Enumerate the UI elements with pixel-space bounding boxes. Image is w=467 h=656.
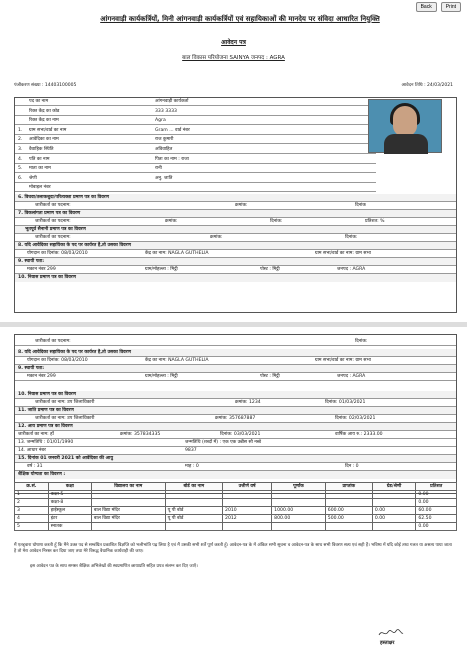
photo-face (393, 106, 417, 136)
education-cell: 1 (15, 491, 49, 499)
personal-row (15, 127, 376, 135)
education-column-header: कक्षा (48, 483, 91, 491)
section-10-issuer: जारीकर्ता का नाम: उप जिलाधिकारी (35, 400, 95, 405)
section-6-serial: क्रमांक: (235, 203, 248, 208)
education-cell (91, 499, 165, 507)
section-6-date: दिनांक (355, 203, 366, 208)
education-column-header: ग्रेड/श्रेणी (372, 483, 416, 491)
education-cell (91, 491, 165, 499)
date-of-birth: 13. जन्मतिथि : 01/01/1990 (18, 440, 74, 445)
education-cell: 5 (15, 523, 49, 531)
education-cell (272, 499, 326, 507)
section-6-row (15, 202, 456, 210)
section-9-post: पोस्ट : मिट्ठी (260, 267, 280, 272)
section-7-header (15, 210, 456, 218)
applicant-photo (368, 99, 442, 153)
education-cell (91, 523, 165, 531)
education-cell (325, 491, 372, 499)
education-column-header: प्रतिशत (416, 483, 457, 491)
education-column-header: क्र.सं. (15, 483, 49, 491)
section-7-percent: प्रतिशत: % (365, 219, 385, 224)
aadhaar-label: 14. आधार नंबर (18, 448, 46, 453)
personal-row-number: 1. (18, 127, 23, 133)
section-9-district: जनपद : AGRA (337, 267, 366, 272)
section-7-serial: क्रमांक: (165, 219, 178, 224)
education-cell (223, 523, 272, 531)
ex-service-title: भूतपूर्व सैनानी प्रमाण पत्र का विवरण (25, 227, 86, 232)
section-12-row (15, 431, 456, 439)
dob-row (15, 439, 456, 447)
personal-row-value: Agra (155, 118, 166, 124)
attachment-note: इस आवेदन पत्र के साथ समस्त शैक्षिक अभिलेखों की स्वप्रमाणित छायाप्रति सहित प्रपत्र संलग्न कर दिए जाएँ। (30, 564, 198, 569)
personal-row-value: Gram ... वार्ड नंबर (155, 127, 190, 133)
lower-section-9-house: मकान नंबर 299 (27, 374, 56, 379)
date-of-birth-words: जन्मतिथि (शब्दों में) : एक एक उन्नीस सौ नब्बे (185, 440, 262, 445)
section-10-cut-header (15, 274, 456, 282)
education-header (15, 471, 456, 479)
education-cell: 2012 (223, 515, 272, 523)
personal-row-number: 6. (18, 175, 23, 181)
age-years: वर्ष : 31 (27, 464, 43, 469)
print-button[interactable]: Print (441, 2, 461, 12)
education-cell (372, 523, 416, 531)
section-10-row (15, 399, 456, 407)
section-9-row (15, 266, 456, 274)
lower-section-9-row (15, 373, 456, 381)
education-cell: 0.00 (416, 523, 457, 531)
personal-row-value: पिता का नाम : राजा (155, 156, 189, 162)
education-column-header: प्राप्तांक (325, 483, 372, 491)
education-cell: स्नातक (48, 523, 91, 531)
education-cell: 60.00 (416, 507, 457, 515)
education-cell: इंटर (48, 515, 91, 523)
section-6-title: 6. विधवा/तलाकशुदा/परित्यक्ता प्रमाण पत्र का विवरण (18, 195, 109, 200)
section-10-title: 10. निवास प्रमाण पत्र का विवरण (18, 392, 76, 397)
education-cell: 2 (15, 499, 49, 507)
signature-label: हस्ताक्षर (380, 640, 395, 646)
education-title: शैक्षिक योग्यता का विवरण : (18, 472, 66, 477)
continued-details-table (14, 334, 457, 494)
lower-section-9-post: पोस्ट : मिट्ठी (260, 374, 280, 379)
section-8-title: 8. यदि आवेदिका सहायिका के पद पर कार्यरत है,तो उसका विवरण (18, 243, 131, 248)
education-cell (223, 491, 272, 499)
section-7-row (15, 218, 456, 226)
personal-row-number: 3. (18, 147, 23, 152)
lower-section-9-title: 9. स्थायी पता: (18, 366, 45, 371)
personal-row (15, 156, 376, 164)
section-10-cut-title: 10. निवास प्रमाण पत्र का विवरण (18, 275, 76, 280)
education-cell: 0.00 (372, 515, 416, 523)
back-button[interactable]: Back (416, 2, 437, 12)
personal-row-value: 333 3333 (155, 108, 177, 114)
section-8-row (15, 250, 456, 258)
ex-service-serial: क्रमांक: (210, 235, 223, 240)
personal-row-label: पद का नाम (29, 99, 49, 104)
education-column-header: बोर्ड का नाम (165, 483, 222, 491)
personal-row (15, 175, 376, 183)
section-8-header (15, 242, 456, 250)
personal-row-label: माता का नाम (29, 166, 51, 172)
education-row (15, 515, 457, 523)
section-8-village: ग्राम सभा/वार्ड का नाम: ग्राम सभा (315, 251, 371, 256)
ex-service-header (15, 226, 456, 234)
form-title: आंगनवाड़ी कार्यकर्त्रियों, मिनी आंगनवाड़ी कार्यकर्त्रियों एवं सहायिकाओं की मानदेय पर संविदा आधारित नियुक्ति (100, 15, 380, 23)
education-cell: 62.50 (416, 515, 457, 523)
lower-section-9-header (15, 365, 456, 373)
section-11-header (15, 407, 456, 415)
education-cell: हाईस्कूल (48, 507, 91, 515)
personal-row-label: रिक्त केंद्र का कोड (29, 108, 60, 114)
education-cell: 0.00 (416, 491, 457, 499)
section-12-title: 12. आय प्रमाण पत्र का विवरण (18, 424, 73, 429)
personal-row-number: 4. (18, 156, 23, 162)
section-12-issuer: जारीकर्ता का नाम: हाँ (18, 432, 54, 437)
section-8-join-date: योगदान का दिनांक: 08/03/2010 (27, 251, 88, 256)
ex-service-date: दिनांक: (345, 235, 358, 240)
education-cell: 3 (15, 507, 49, 515)
personal-row (15, 136, 376, 144)
education-table (14, 482, 457, 531)
personal-row-label: मोबाइल नंबर (29, 185, 51, 191)
personal-row-value: राज कुमारी (155, 137, 174, 143)
personal-row-value: अनु. जाति (155, 175, 173, 181)
personal-row-value: रानी (155, 166, 162, 172)
lower-section-8-header (15, 349, 456, 357)
personal-row (15, 146, 376, 154)
education-cell: 0.00 (416, 499, 457, 507)
education-cell: 0.00 (372, 507, 416, 515)
ex-service-row (15, 234, 456, 242)
declaration-text: मैं एतद्द्वारा घोषणा करती हूँ कि मैंने उक्त पद से सम्बंधित प्रकाशित विज्ञप्ति को भलीभांति पढ़ लिया है एवं मैं उसकी सभी शर्तें पूर्ण करती हूँ। आवेदन-पत्र के में अंकित सभी सूचना व आवेदन-पत्र के साथ सभी विवरण सत्य एवं सही हैं। भविष्य में यदि कोई तथ्य गलत या असत्य पाया जाता है तो मेरा आवेदन निरस्त कर दिया जाए तथा मेरे विरुद्ध वैधानिक कार्यवाही की जाए। (14, 543, 452, 554)
education-cell: 2010 (223, 507, 272, 515)
education-cell: कक्षा-5 (48, 491, 91, 499)
section-9-title: 9. स्थायी पता: (18, 259, 45, 264)
section-7-issuer: जारीकर्ता का पदनाम: (35, 219, 71, 224)
education-column-header: पूर्णांक (272, 483, 326, 491)
lower-issuer: जारीकर्ता का पदनाम: (35, 339, 71, 344)
section-11-title: 11. जाति प्रमाण पत्र का विवरण (18, 408, 74, 413)
application-date: आवेदन तिथि : 24/03/2021 (401, 83, 453, 88)
personal-row-value: अविवाहित (155, 147, 173, 152)
education-cell: 600.00 (325, 507, 372, 515)
form-subtitle: आवेदन पत्र (221, 39, 246, 46)
education-row (15, 507, 457, 515)
age-title: 15. दिनांक 01 जनवरी 2021 को आवेदिका की आयु (18, 456, 113, 461)
personal-row-label: श्रेणी (29, 175, 37, 181)
education-cell (165, 499, 222, 507)
personal-row-label: आवेदिका का नाम (29, 137, 59, 143)
personal-row (15, 108, 376, 116)
lower-section-8-village: ग्राम सभा/वार्ड का नाम: ग्राम सभा (315, 358, 371, 363)
education-cell: 500.00 (325, 515, 372, 523)
lower-section-8-centre: केंद्र का नाम: NAGLA GUTHELIA (145, 358, 209, 363)
personal-row-label: रिक्त केंद्र का नाम (29, 118, 59, 124)
education-cell: 4 (15, 515, 49, 523)
education-cell (165, 523, 222, 531)
education-row (15, 523, 457, 531)
section-6-issuer: जारीकर्ता का पदनाम: (35, 203, 71, 208)
personal-row-number: 2. (18, 137, 23, 143)
education-cell: यू पी बोर्ड (165, 507, 222, 515)
section-9-mohalla: ग्राम/मोहल्ला : मिट्ठी (145, 267, 178, 272)
signature-scribble (378, 628, 404, 638)
lower-section-9-mohalla: ग्राम/मोहल्ला : मिट्ठी (145, 374, 178, 379)
education-cell: यू पी बोर्ड (165, 515, 222, 523)
lower-date: दिनांक: (355, 339, 368, 344)
section-10-date: दिनांक: 01/03/2021 (325, 400, 366, 405)
section-7-title: 7. विकलांगता प्रमाण पत्र का विवरण (18, 211, 81, 216)
education-column-header: उत्तीर्ण वर्ष (223, 483, 272, 491)
education-cell (165, 491, 222, 499)
personal-row (15, 184, 376, 192)
age-row (15, 463, 456, 471)
aadhaar-number: 9837 (185, 448, 197, 453)
section-11-issuer: जारीकर्ता का नाम: उप जिलाधिकारी (35, 416, 95, 421)
lower-section-8-title: 8. यदि आवेदिका सहायिका के पद पर कार्यरत है,तो उसका विवरण (18, 350, 131, 355)
lower-section-8-row (15, 357, 456, 365)
section-10-serial: क्रमांक: 1234 (235, 400, 261, 405)
education-column-header: विद्यालय का नाम (91, 483, 165, 491)
personal-row-label: पति का नाम (29, 156, 50, 162)
education-cell: कक्षा-8 (48, 499, 91, 507)
personal-row-label: वैवाहिक स्थिति (29, 147, 54, 152)
section-10-header (15, 391, 456, 399)
education-cell (272, 523, 326, 531)
education-cell: बाल विद्या मंदिर (91, 507, 165, 515)
education-row (15, 491, 457, 499)
aadhaar-row (15, 447, 456, 455)
section-9-house: मकान नंबर 299 (27, 267, 56, 272)
section-11-date: दिनांक: 02/03/2021 (335, 416, 376, 421)
lower-section-9-district: जनपद : AGRA (337, 374, 366, 379)
section-9-header (15, 258, 456, 266)
section-7-date: दिनांक: (270, 219, 283, 224)
personal-row-label: ग्राम सभा/वार्ड का नाम (29, 127, 67, 133)
personal-row (15, 117, 376, 125)
section-12-header (15, 423, 456, 431)
ex-service-issuer: जारीकर्ता का पदनाम: (35, 235, 71, 240)
education-cell: 800.00 (272, 515, 326, 523)
age-header (15, 455, 456, 463)
section-6-header (15, 194, 456, 202)
personal-row-number: 5. (18, 166, 23, 172)
age-days: दिन : 0 (345, 464, 359, 469)
lower-section-8-join: योगदान का दिनांक: 08/03/2010 (27, 358, 88, 363)
section-8-centre: केंद्र का नाम: NAGLA GUTHELIA (145, 251, 209, 256)
education-cell (223, 499, 272, 507)
education-cell (372, 491, 416, 499)
registration-number: पंजीकरण संख्या : 14403100005 (14, 83, 77, 88)
education-cell (325, 523, 372, 531)
personal-row (15, 165, 376, 173)
section-11-serial: क्रमांक: 357687887 (215, 416, 256, 421)
section-12-date: दिनांक: 03/03/2021 (220, 432, 261, 437)
lower-first-row (15, 338, 456, 346)
education-table-header (15, 483, 457, 491)
project-name: बाल विकास परियोजना SAINYA जनपद : AGRA (182, 55, 285, 61)
education-cell (325, 499, 372, 507)
photo-body (384, 134, 428, 154)
section-11-row (15, 415, 456, 423)
personal-row (15, 98, 376, 106)
personal-row-value: आंगनवाड़ी कार्यकर्ता (155, 99, 189, 104)
page-break-divider (0, 322, 467, 327)
top-toolbar (416, 2, 461, 12)
education-cell: 1000.00 (272, 507, 326, 515)
age-months: माह : 0 (185, 464, 199, 469)
education-cell (372, 499, 416, 507)
education-row (15, 499, 457, 507)
section-12-serial: क्रमांक: 357834335 (120, 432, 161, 437)
section-12-income: वार्षिक आय रु.: 2333.00 (335, 432, 383, 437)
education-cell (272, 491, 326, 499)
education-cell: बाल विद्या मंदिर (91, 515, 165, 523)
